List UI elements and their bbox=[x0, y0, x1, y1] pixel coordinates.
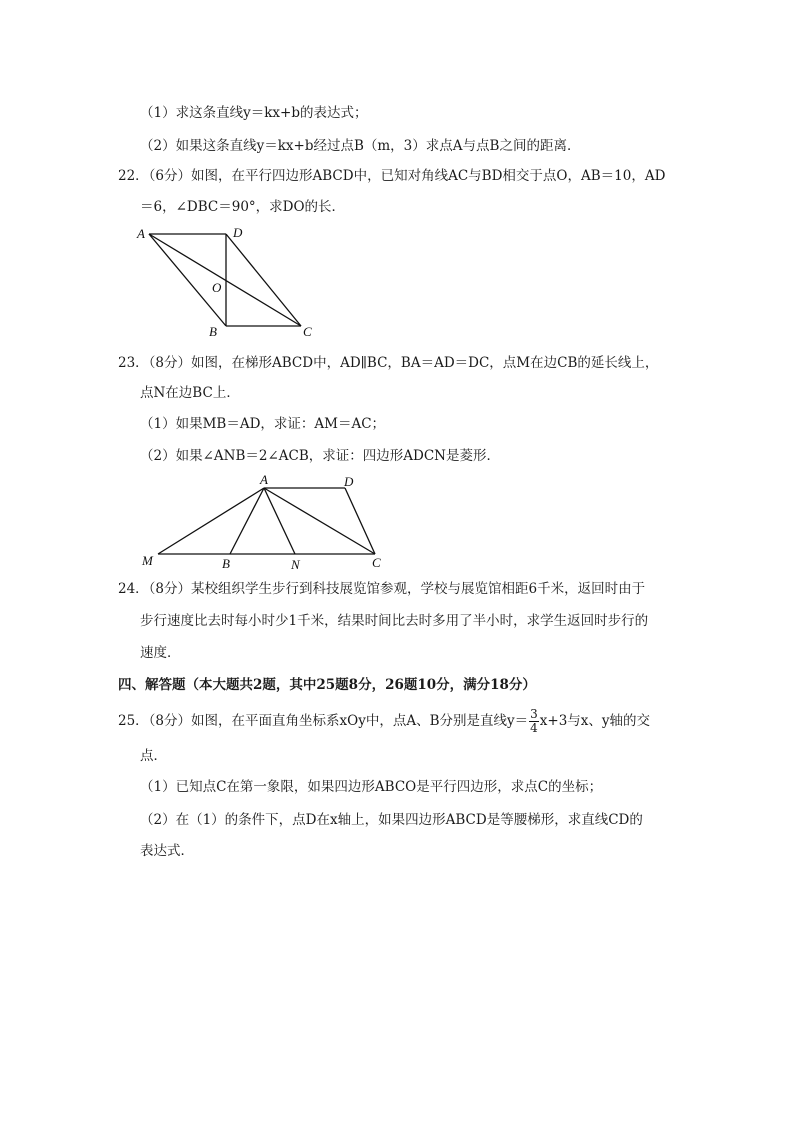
label-a: A bbox=[137, 226, 145, 241]
q23-figure bbox=[138, 470, 398, 572]
q23-part2: （2）如果∠ANB＝2∠ACB，求证：四边形ADCN是菱形． bbox=[140, 448, 500, 464]
q21-part2: （2）如果这条直线y＝kx+b经过点B（m，3）求点A与点B之间的距离． bbox=[140, 138, 581, 154]
q25-fraction-denominator: 4 bbox=[530, 721, 538, 735]
q24-line2: 步行速度比去时每小时少1千米，结果时间比去时多用了半小时，求学生返回时步行的 bbox=[140, 613, 649, 629]
segment-dc bbox=[345, 488, 375, 554]
label-c: C bbox=[303, 324, 312, 339]
q22-figure bbox=[132, 222, 332, 347]
diagonal-ac bbox=[149, 234, 301, 326]
label-m: M bbox=[142, 553, 153, 568]
q25-line2: 点． bbox=[140, 748, 167, 764]
segment-am bbox=[158, 488, 264, 554]
q25-fraction-numerator: 3 bbox=[530, 707, 538, 721]
q25-part2b: 表达式． bbox=[140, 843, 194, 859]
q25-part1: （1）已知点C在第一象限，如果四边形ABCO是平行四边形，求点C的坐标； bbox=[140, 779, 603, 795]
q23-line1: 23．（8分）如图，在梯形ABCD中，AD∥BC，BA＝AD＝DC，点M在边CB的延长线上， bbox=[118, 355, 659, 371]
label-d: D bbox=[233, 225, 243, 240]
segment-ac bbox=[264, 488, 375, 554]
q23-part1: （1）如果MB＝AD，求证：AM＝AC； bbox=[140, 416, 386, 432]
q25-part2a: （2）在（1）的条件下，点D在x轴上，如果四边形ABCD是等腰梯形，求直线CD的 bbox=[140, 812, 643, 828]
label-b: B bbox=[209, 324, 217, 339]
label-a: A bbox=[260, 472, 268, 487]
q21-part1: （1）求这条直线y＝kx+b的表达式； bbox=[140, 105, 368, 121]
q25-fraction bbox=[529, 708, 539, 735]
q24-line1: 24．（8分）某校组织学生步行到科技展览馆参观，学校与展览馆相距6千米，返回时由于 bbox=[118, 581, 646, 597]
q24-line3: 速度． bbox=[140, 645, 181, 661]
section4-heading: 四、解答题（本大题共2题，其中25题8分，26题10分，满分18分） bbox=[118, 677, 536, 693]
q25-line1-text-b: x+3与x、y轴的交 bbox=[539, 713, 651, 729]
label-b: B bbox=[222, 556, 230, 571]
q25-line1-text-a: 25．（8分）如图，在平面直角坐标系xOy中，点A、B分别是直线y＝ bbox=[118, 713, 529, 729]
label-c: C bbox=[372, 555, 381, 570]
label-o: O bbox=[212, 280, 222, 295]
label-d: D bbox=[344, 474, 354, 489]
q25-line1 bbox=[118, 708, 650, 735]
segment-dc bbox=[226, 234, 301, 326]
label-n: N bbox=[291, 557, 300, 572]
q22-line2: ＝6，∠DBC＝90°，求DO的长． bbox=[140, 199, 346, 215]
q22-line1: 22．（6分）如图，在平行四边形ABCD中，已知对角线AC与BD相交于点O，AB＝10，AD bbox=[118, 168, 666, 184]
q23-line2: 点N在边BC上． bbox=[140, 385, 240, 401]
